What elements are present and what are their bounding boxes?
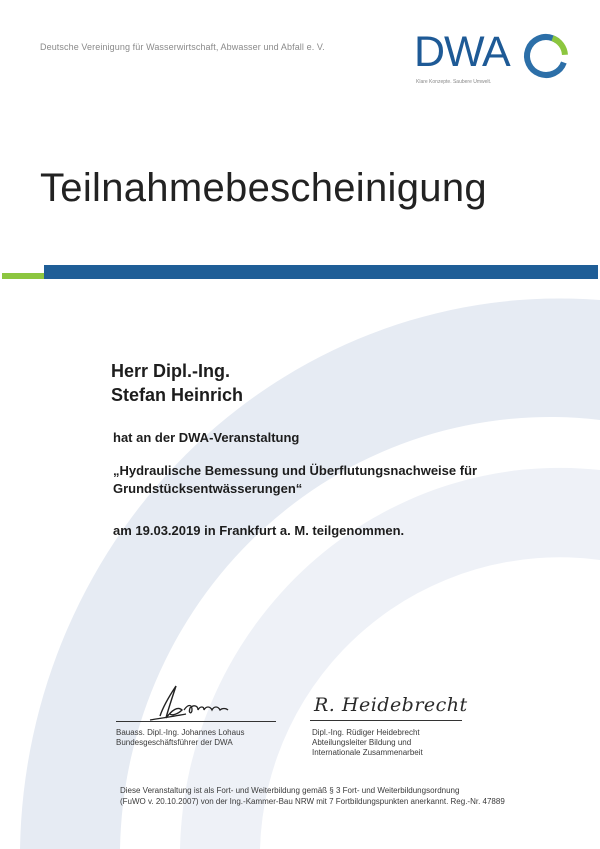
- accreditation-note-line1: Diese Veranstaltung ist als Fort- und Weiterbildung gemäß § 3 Fort- und Weiterbildungsordnung: [120, 786, 460, 795]
- event-intro-text: hat an der DWA-Veranstaltung: [113, 430, 300, 445]
- signature-line-right: [310, 720, 462, 721]
- document-title: Teilnahmebescheinigung: [40, 166, 487, 210]
- signer-left-name: Bauass. Dipl.-Ing. Johannes Lohaus: [116, 728, 245, 737]
- organization-name: Deutsche Vereinigung für Wasserwirtschaft, Abwasser und Abfall e. V.: [40, 42, 325, 52]
- dwa-logo: [412, 30, 572, 86]
- signer-right-role-line1: Abteilungsleiter Bildung und: [312, 738, 412, 747]
- signature-heidebrecht: [310, 686, 470, 724]
- signer-right-role-line2: Internationale Zusammenarbeit: [312, 748, 423, 757]
- accent-bar-green: [2, 273, 44, 279]
- accent-bar-blue: [44, 265, 598, 279]
- participant-name: Stefan Heinrich: [111, 385, 244, 405]
- logo-ring-icon: [522, 32, 570, 80]
- course-title-line1: „Hydraulische Bemessung und Überflutungsnachweise für: [113, 463, 478, 478]
- course-title-line2: Grundstücksentwässerungen“: [113, 481, 303, 496]
- date-location-text: am 19.03.2019 in Frankfurt a. M. teilgenommen.: [113, 523, 405, 538]
- signature-line-left: [116, 721, 276, 722]
- signer-left-role: Bundesgeschäftsführer der DWA: [116, 738, 233, 747]
- signature-lohaus: [142, 680, 242, 724]
- logo-tagline: Klare Konzepte. Saubere Umwelt.: [416, 79, 492, 85]
- signer-right-name: Dipl.-Ing. Rüdiger Heidebrecht: [312, 728, 420, 737]
- participant-salutation: Herr Dipl.-Ing.: [111, 361, 231, 381]
- accreditation-note-line2: (FuWO v. 20.10.2007) von der Ing.-Kammer-Bau NRW mit 7 Fortbildungspunkten anerkannt. Reg.-Nr. 47889: [120, 797, 505, 806]
- signature-handwriting: R. Heidebrecht: [314, 694, 468, 716]
- logo-wordmark: DWA: [414, 28, 510, 76]
